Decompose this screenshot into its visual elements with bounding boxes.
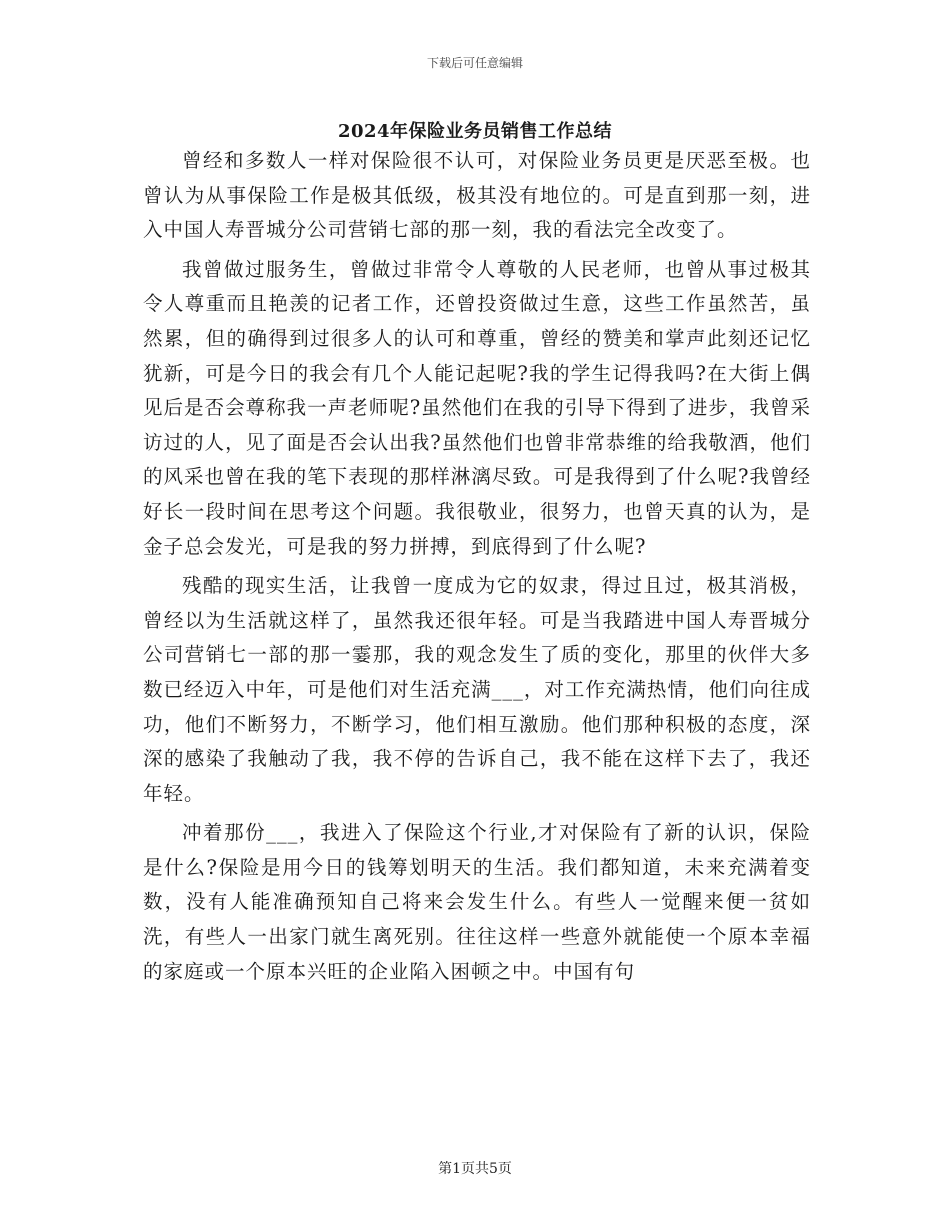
- paragraph-2: 我曾做过服务生，曾做过非常令人尊敬的人民老师，也曾从事过极其令人尊重而且艳羡的记者工作，还曾投资做过生意，这些工作虽然苦，虽然累，但的确得到过很多人的认可和尊重，曾经的赞美和掌声此刻还记忆犹新，可是今日的我会有几个人能记起呢?我的学生记得我吗?在大街上偶见后是否会尊称我一声老师呢?虽然他们在我的引导下得到了进步，我曾采访过的人，见了面是否会认出我?虽然他们也曾非常恭维的给我敬酒，他们的风采也曾在我的笔下表现的那样淋漓尽致。可是我得到了什么呢?我曾经好长一段时间在思考这个问题。我很敬业，很努力，也曾天真的认为，是金子总会发光，可是我的努力拼搏，到底得到了什么呢?: [143, 257, 811, 558]
- document-title: 2024年保险业务员销售工作总结: [337, 121, 613, 142]
- page-header-note: 下载后可任意编辑: [426, 56, 523, 70]
- paragraph-4: 冲着那份___，我进入了保险这个行业,才对保险有了新的认识，保险是什么?保险是用今日的钱筹划明天的生活。我们都知道，未来充满着变数，没有人能准确预知自己将来会发生什么。有些人一觉醒来便一贫如洗，有些人一出家门就生离死别。往往这样一些意外就能使一个原本幸福的家庭或一个原本兴旺的企业陷入困顿之中。中国有句: [143, 821, 811, 983]
- paragraph-1: 曾经和多数人一样对保险很不认可，对保险业务员更是厌恶至极。也曾认为从事保险工作是极其低级，极其没有地位的。可是直到那一刻，进入中国人寿晋城分公司营销七部的那一刻，我的看法完全改变了。: [143, 149, 811, 242]
- page-number-footer: 第1页共5页: [438, 1161, 512, 1177]
- paragraph-3: 残酷的现实生活，让我曾一度成为它的奴隶，得过且过，极其消极，曾经以为生活就这样了，虽然我还很年轻。可是当我踏进中国人寿晋城分公司营销七一部的那一霎那，我的观念发生了质的变化，那里的伙伴大多数已经迈入中年，可是他们对生活充满___，对工作充满热情，他们向往成功，他们不断努力，不断学习，他们相互激励。他们那种积极的态度，深深的感染了我触动了我，我不停的告诉自己，我不能在这样下去了，我还年轻。: [143, 574, 811, 805]
- document-body: [143, 144, 811, 989]
